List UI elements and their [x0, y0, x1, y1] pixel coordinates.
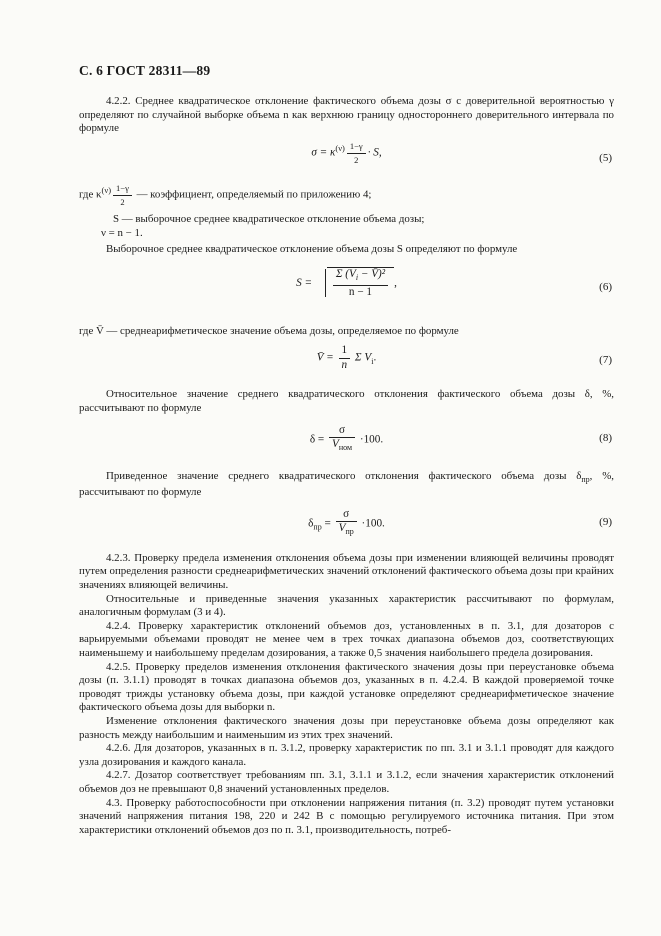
paragraph-4-2-3: 4.2.3. Проверку предела изменения отклонения объема дозы при изменении влияющей величины проводят путем определения разности среднеарифметических значений отклонений фактического объема дозы при крайних значениях влияющей величины.: [79, 551, 614, 592]
where-5-b: S — выборочное среднее квадратическое отклонение объема дозы;: [113, 212, 425, 225]
formula-9-number: (9): [599, 515, 612, 528]
paragraph-4-2-7: 4.2.7. Дозатор соответствует требованиям пп. 3.1, 3.1.1 и 3.1.2, если значения характеристик отклонений объемов доз не превышают 0,8 значений установленных пределов.: [79, 769, 614, 795]
formula-6-numerator: Σ ($V_i$ − V̄)²: [333, 268, 388, 286]
paragraph-4-2-6: 4.2.6. Для дозаторов, указанных в п. 3.1.2, проверку характеристик по пп. 3.1 и 3.1.1 проводят для каждого узла дозирования и каждого канала.: [79, 742, 614, 768]
formula-5-number: (5): [599, 151, 612, 164]
paragraph-relative: Относительное значение среднего квадратического отклонения фактического объема дозы δ, %, рассчитывают по формуле: [79, 388, 614, 414]
formula-8: δ = $\frac{\sigma}{V_{ном}}$ ·100. (8): [309, 423, 612, 453]
formula-5-sup: (ν): [335, 142, 345, 153]
page-header: С. 6 ГОСТ 28311—89: [79, 63, 211, 78]
formula-9-lhs: δ: [308, 517, 314, 530]
where-list-5: где $\kappa^{(\nu)}$ $\frac{1-\gamma}{2}$ — коэффициент, определяемый по приложению 4; S — выборочное среднее квадратическое отклонение объема дозы; ν = n − 1.: [79, 182, 614, 240]
paragraph-4-3: 4.3. Проверку работоспособности при отклонении напряжения питания (п. 3.2) проводят путем установки значений напряжения питания 198, 220 и 242 В с помощью регулируемого источника питания. При этом характеристики отклонений объемов доз по п. 3.1, производительность, потреб-: [79, 796, 614, 836]
formula-8-number: (8): [599, 431, 612, 444]
formula-5-lhs: σ = κ: [311, 146, 336, 159]
formula-5-subfrac: $\frac{1-\gamma}{2}$: [347, 140, 366, 168]
paragraph-4-2-4: 4.2.4. Проверку характеристик отклонений объемов доз, установленных в п. 3.1, для дозаторов с варьируемыми объемами проводят не менее чем в трех точках диапазона объемов доз, соответствующих наименьшему и наибольшему пределам дозирования, а также 0,5 значения наибольшего предела дозирования.: [79, 619, 614, 660]
formula-5-rhs: · S,: [367, 146, 382, 159]
where-5-c: ν = n − 1.: [101, 226, 143, 239]
formula-6: S = $\frac{\Sigma (V_i - V̄)^2}{n - 1}$ , (6): [296, 267, 612, 298]
paragraph-4-2-2: 4.2.2. Среднее квадратическое отклонение фактического объема дозы σ с доверительной вероятностью γ определяют по случайной выборке объема n как верхнюю границу одностороннего доверительного интервала по формуле: [79, 95, 614, 135]
formula-9-rhs: ·100.: [361, 517, 385, 530]
paragraph-s: Выборочное среднее квадратическое отклонение объема дозы S определяют по формуле: [106, 243, 518, 256]
paragraph-4-2-5-b: Изменение отклонения фактического значения дозы при переустановке объема дозы определяют как разность между наибольшим и наименьшим из этих трех значений.: [79, 715, 614, 741]
paragraph-4-2-3-b: Относительные и приведенные значения указанных характеристик рассчитывают по формулам, аналогичным формулам (3 и 4).: [79, 592, 614, 619]
formula-8-lhs: δ =: [309, 432, 325, 445]
where-6: где V̄ — среднеарифметическое значение объема дозы, определяемое по формуле: [79, 324, 459, 337]
formula-6-denominator: n − 1: [348, 285, 373, 298]
formula-6-lhs: S =: [296, 276, 313, 289]
formula-7: V̄ = $\frac{1}{n}$ Σ $V_i$. (7): [316, 344, 612, 371]
paragraph-4-2-5: 4.2.5. Проверку пределов изменения отклонения фактического значения дозы при переустановке объема дозы (п. 3.1.1) проводят в точках диапазона объемов доз, указанных в п. 4.2.4. В каждой проверяемой точке проводят трижды установку объема дозы, при каждой установке определяют среднеарифметическое значение фактического объема дозы для выборки n.: [79, 660, 614, 714]
formula-9: $\delta_{пр}$ = $\frac{\sigma}{V_{пр}}$ ·100. (9): [308, 507, 612, 537]
formula-7-number: (7): [599, 354, 612, 367]
paragraph-reduced: Приведенное значение среднего квадратического отклонения фактического объема дозы $\delta_{пр}$, %, рассчитывают по формуле: [79, 469, 614, 499]
formula-7-lhs: V̄ =: [316, 352, 334, 365]
document-body: [79, 95, 614, 837]
formula-5: [79, 140, 614, 178]
sqrt-symbol: [315, 267, 394, 299]
formula-6-number: (6): [599, 280, 612, 293]
formula-8-rhs: ·100.: [359, 432, 384, 445]
where-5-a: где κ: [79, 188, 102, 201]
formula-7-rhs: Σ V: [354, 352, 372, 365]
where-5-a-tail: — коэффициент, определяемый по приложению 4;: [133, 188, 372, 201]
